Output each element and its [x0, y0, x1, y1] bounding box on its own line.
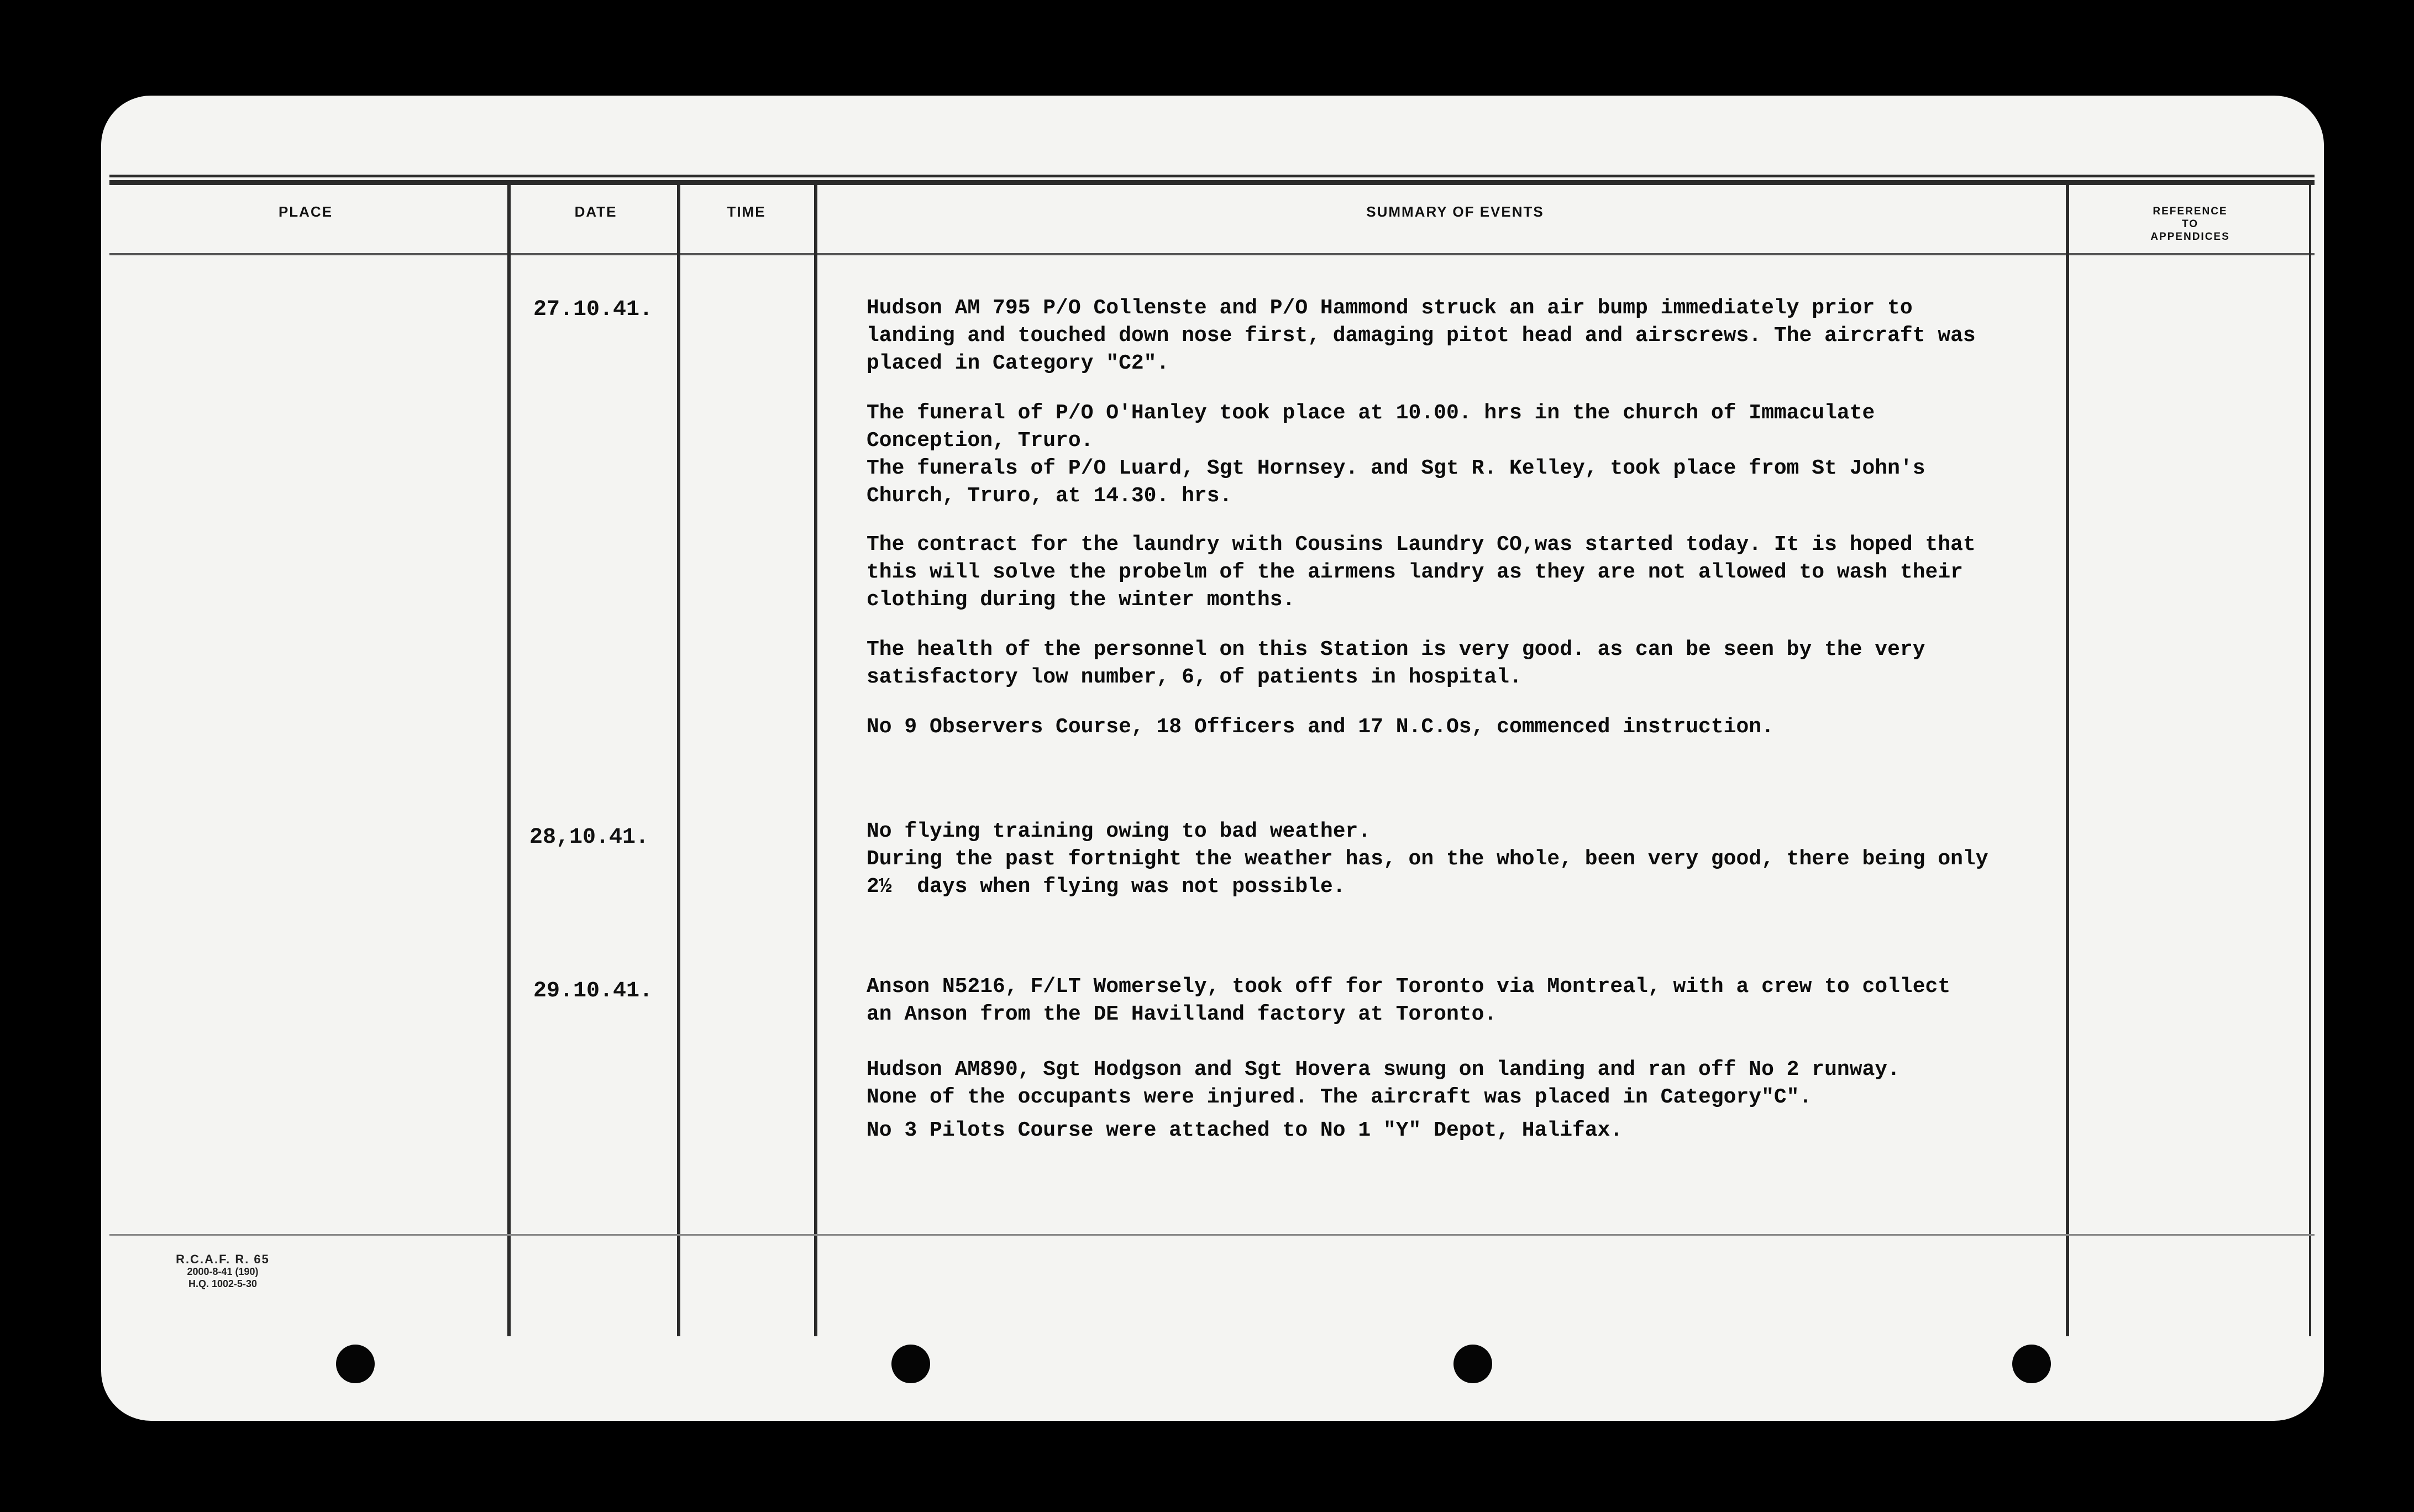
header-rule [109, 253, 2315, 255]
form-identifier [151, 1253, 295, 1290]
header-reference-line-3: APPENDICES [2150, 231, 2230, 243]
binder-hole [891, 1345, 930, 1383]
form-print-code: 2000-8-41 (190) [187, 1266, 259, 1277]
form-number: R.C.A.F. R. 65 [176, 1252, 270, 1266]
entry-paragraph: The health of the personnel on this Station is very good. as can be seen by the very satisfactory low number, 6, of patients in hospital. [867, 638, 1925, 689]
header-reference-line-1: REFERENCE [2153, 206, 2228, 217]
entry-paragraph: No flying training owing to bad weather. During the past fortnight the weather has, on the whole, been very good, there being only 2½ days when flying was not possible. [867, 820, 1988, 899]
entry-paragraph: No 3 Pilots Course were attached to No 1 "Y" Depot, Halifax. [867, 1119, 1623, 1142]
entry-paragraph: No 9 Observers Course, 18 Officers and 17 N.C.Os, commenced instruction. [867, 715, 1774, 739]
entry-paragraph: Anson N5216, F/LT Womersely, took off for Toronto via Montreal, with a crew to collect an Anson from the DE Havilland factory at Toronto. [867, 975, 1951, 1026]
header-time: TIME [727, 203, 766, 220]
right-edge [2309, 184, 2311, 1336]
header-reference [2074, 205, 2306, 243]
column-divider-time [814, 184, 817, 1336]
top-rule-thick [109, 180, 2315, 185]
bottom-rule [109, 1234, 2315, 1236]
entry-paragraph: The funeral of P/O O'Hanley took place at 10.00. hrs in the church of Immaculate Conception, Truro. The funerals of P/O Luard, Sgt Hornsey. and Sgt R. Kelley, took place from St John's Church, Truro, at 14.30. hrs. [867, 401, 1925, 508]
entry-paragraph: Hudson AM 795 P/O Collenste and P/O Hammond struck an air bump immediately prior to landing and touched down nose first, damaging pitot head and airscrews. The aircraft was placed in Category "C2". [867, 296, 1976, 375]
entry-date: 27.10.41. [533, 297, 653, 322]
binder-hole [1453, 1345, 1492, 1383]
header-date: DATE [574, 203, 617, 220]
binder-hole [2012, 1345, 2051, 1383]
top-rule [109, 175, 2315, 177]
header-place: PLACE [278, 203, 333, 220]
form-hq-code: H.Q. 1002-5-30 [188, 1278, 258, 1289]
header-summary: SUMMARY OF EVENTS [1366, 203, 1544, 220]
entry-paragraph: Hudson AM890, Sgt Hodgson and Sgt Hovera swung on landing and ran off No 2 runway. None of the occupants were injured. The aircraft was placed in Category"C". [867, 1058, 1900, 1109]
binder-hole [336, 1345, 375, 1383]
entry-date: 28,10.41. [529, 825, 649, 850]
column-divider-date [677, 184, 680, 1336]
header-reference-line-2: TO [2181, 218, 2199, 230]
entry-paragraph: The contract for the laundry with Cousins Laundry CO,was started today. It is hoped that this will solve the probelm of the airmens landry as they are not allowed to wash their clothing during the winter months. [867, 533, 1976, 612]
operations-record-page [101, 96, 2324, 1421]
entry-date: 29.10.41. [533, 979, 653, 1004]
column-divider-place [507, 184, 511, 1336]
